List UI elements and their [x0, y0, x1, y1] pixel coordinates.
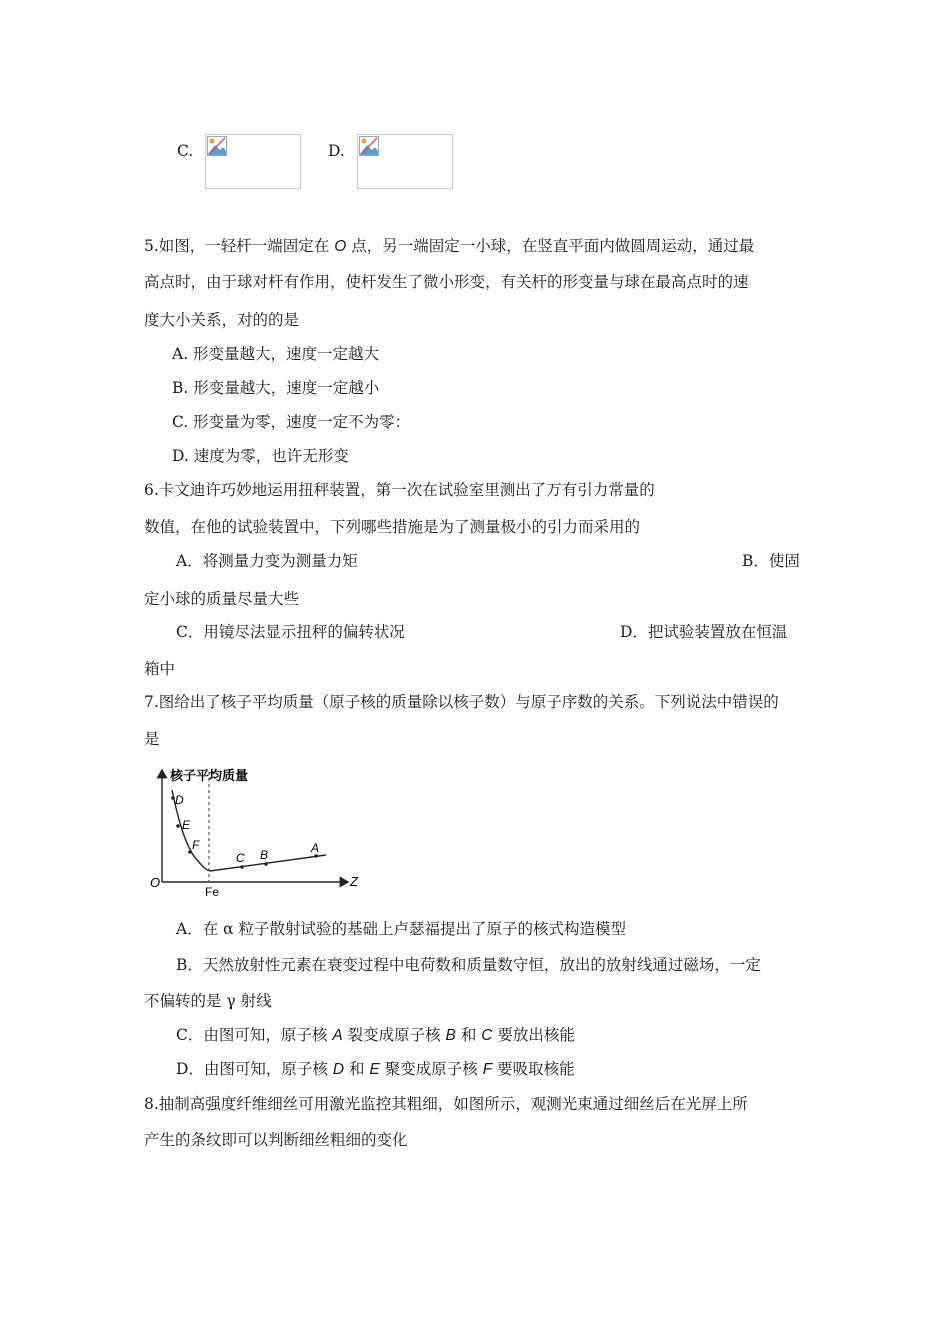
q7-stem-line1: 7.图给出了核子平均质量（原子核的质量除以核子数）与原子序数的关系。下列说法中错误的	[144, 693, 779, 711]
option-c-image	[205, 134, 301, 189]
origin-label: O	[150, 875, 161, 890]
broken-image-icon	[207, 136, 227, 156]
q8-stem-line2: 产生的条纹即可以判断细丝粗细的变化	[144, 1131, 408, 1149]
q6-option-d-head: D．把试验装置放在恒温	[620, 623, 788, 641]
q6-option-a: A．将测量力变为测量力矩	[176, 552, 358, 570]
q5-stem-line3: 度大小关系，对的的是	[144, 311, 300, 329]
label-c: C	[236, 851, 245, 865]
q6-option-b-head: B．使固	[742, 552, 800, 570]
q6-option-b-tail: 定小球的质量尽量大些	[144, 590, 300, 608]
q5-option-d: D. 速度为零，也许无形变	[172, 447, 349, 465]
point-e	[176, 824, 180, 828]
q5-stem-line2: 高点时，由于球对杆有作用，使杆发生了微小形变，有关杆的形变量与球在最高点时的速	[144, 273, 749, 291]
q6-option-d-tail: 箱中	[144, 660, 176, 678]
q7-option-b-line2: 不偏转的是 γ 射线	[144, 992, 272, 1010]
y-axis-label: 核子平均质量	[170, 768, 249, 783]
label-b: B	[260, 848, 269, 862]
broken-image-icon	[359, 136, 379, 156]
q6-stem-line1: 6.卡文迪许巧妙地运用扭秤装置，第一次在试验室里测出了万有引力常量的	[144, 481, 655, 499]
label-e: E	[182, 818, 191, 832]
q7-option-a: A．在 α 粒子散射试验的基础上卢瑟福提出了原子的核式构造模型	[176, 920, 627, 938]
fe-label: Fe	[205, 885, 220, 899]
q5-stem-line1: 5.如图，一轻杆一端固定在 O 点，另一端固定一小球，在竖直平面内做圆周运动，通过最	[144, 237, 755, 255]
point-b	[264, 862, 268, 866]
option-d-label: D.	[328, 142, 345, 160]
label-d: D	[175, 793, 184, 807]
q5-option-b: B. 形变量越大，速度一定越小	[172, 379, 380, 397]
q6-stem-line2: 数值，在他的试验装置中，下列哪些措施是为了测量极小的引力而采用的	[144, 518, 641, 536]
q7-stem-line2: 是	[144, 730, 160, 748]
label-f: F	[192, 838, 200, 852]
point-c	[240, 865, 244, 869]
label-a: A	[311, 841, 320, 855]
option-c-label: C.	[177, 142, 194, 160]
q5-option-c: C. 形变量为零，速度一定不为零：	[172, 413, 411, 431]
x-axis-label: Z	[350, 874, 358, 889]
q7-option-c: C．由图可知，原子核 A 裂变成原子核 B 和 C 要放出核能	[176, 1026, 575, 1044]
mass-curve	[172, 790, 326, 871]
q7-option-b-line1: B．天然放射性元素在衰变过程中电荷数和质量数守恒，放出的放射线通过磁场，一定	[176, 956, 761, 974]
option-d-image	[357, 134, 453, 189]
q5-option-a: A. 形变量越大，速度一定越大	[172, 345, 380, 363]
q6-option-c: C．用镜尽法显示扭秤的偏转状况	[176, 623, 405, 641]
q7-option-d: D．由图可知，原子核 D 和 E 聚变成原子核 F 要吸取核能	[176, 1060, 575, 1078]
nucleon-mass-figure	[148, 764, 368, 902]
q8-stem-line1: 8.抽制高强度纤维细丝可用激光监控其粗细，如图所示，观测光束通过细丝后在光屏上所	[144, 1095, 748, 1113]
